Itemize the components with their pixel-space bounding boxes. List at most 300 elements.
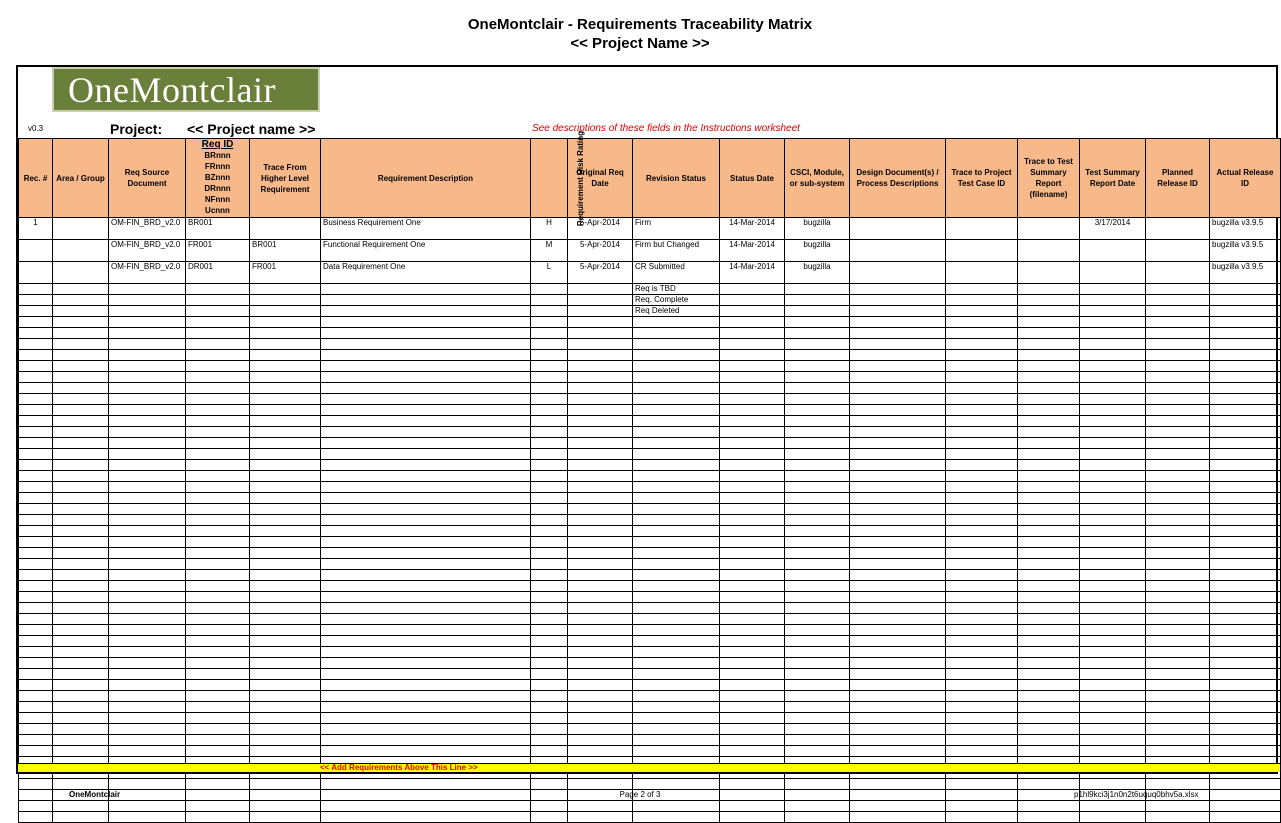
table-cell[interactable] [1210, 328, 1281, 339]
table-cell[interactable] [946, 570, 1018, 581]
table-cell[interactable] [785, 614, 850, 625]
table-cell[interactable] [250, 691, 321, 702]
table-cell[interactable] [53, 548, 109, 559]
table-cell[interactable] [109, 416, 186, 427]
table-cell[interactable] [720, 614, 785, 625]
table-cell[interactable] [109, 625, 186, 636]
table-cell[interactable] [1210, 493, 1281, 504]
table-cell[interactable] [633, 460, 720, 471]
cell-source[interactable]: OM-FIN_BRD_v2.0 [109, 218, 186, 240]
cell-status-date[interactable]: 14-Mar-2014 [720, 240, 785, 262]
table-cell[interactable] [109, 570, 186, 581]
table-cell[interactable] [186, 449, 250, 460]
table-cell[interactable] [850, 636, 946, 647]
table-cell[interactable] [186, 482, 250, 493]
table-cell[interactable] [1210, 449, 1281, 460]
cell-rec[interactable]: 1 [19, 218, 53, 240]
table-cell[interactable] [109, 339, 186, 350]
table-cell[interactable] [109, 713, 186, 724]
table-cell[interactable] [785, 746, 850, 757]
table-cell[interactable] [1210, 350, 1281, 361]
table-cell[interactable] [1146, 614, 1210, 625]
table-cell[interactable] [109, 295, 186, 306]
table-cell[interactable] [850, 724, 946, 735]
table-cell[interactable] [250, 570, 321, 581]
table-cell[interactable] [1080, 581, 1146, 592]
table-cell[interactable] [1210, 592, 1281, 603]
table-cell[interactable] [186, 548, 250, 559]
table-cell[interactable] [531, 592, 568, 603]
table-cell[interactable] [53, 471, 109, 482]
table-cell[interactable] [785, 548, 850, 559]
table-cell[interactable] [946, 427, 1018, 438]
table-cell[interactable] [850, 350, 946, 361]
table-cell[interactable] [720, 537, 785, 548]
table-cell[interactable] [1080, 449, 1146, 460]
table-cell[interactable] [19, 449, 53, 460]
table-cell[interactable] [633, 614, 720, 625]
table-cell[interactable] [946, 339, 1018, 350]
table-cell[interactable] [321, 625, 531, 636]
table-cell[interactable] [1080, 570, 1146, 581]
table-cell[interactable] [53, 427, 109, 438]
table-cell[interactable] [946, 614, 1018, 625]
table-cell[interactable] [946, 691, 1018, 702]
table-cell[interactable] [53, 592, 109, 603]
table-cell[interactable] [186, 394, 250, 405]
table-cell[interactable] [250, 438, 321, 449]
table-cell[interactable] [568, 515, 633, 526]
table-cell[interactable] [785, 515, 850, 526]
table-cell[interactable] [109, 427, 186, 438]
table-cell[interactable] [1080, 306, 1146, 317]
table-cell[interactable] [633, 724, 720, 735]
table-cell[interactable] [250, 339, 321, 350]
table-cell[interactable] [720, 482, 785, 493]
table-cell[interactable] [53, 306, 109, 317]
table-cell[interactable] [1210, 460, 1281, 471]
table-cell[interactable] [720, 570, 785, 581]
cell-orig-date[interactable]: 5-Apr-2014 [568, 262, 633, 284]
table-cell[interactable] [19, 416, 53, 427]
table-cell[interactable] [531, 702, 568, 713]
table-cell[interactable] [1146, 526, 1210, 537]
table-cell[interactable] [1018, 746, 1080, 757]
table-cell[interactable] [1018, 427, 1080, 438]
table-cell[interactable] [720, 383, 785, 394]
table-cell[interactable] [633, 537, 720, 548]
table-cell[interactable] [568, 438, 633, 449]
cell-description[interactable]: Functional Requirement One [321, 240, 531, 262]
table-cell[interactable] [321, 427, 531, 438]
table-cell[interactable] [109, 812, 186, 823]
table-cell[interactable] [568, 427, 633, 438]
table-cell[interactable] [531, 658, 568, 669]
table-cell[interactable] [1146, 636, 1210, 647]
table-cell[interactable] [321, 361, 531, 372]
table-cell[interactable] [720, 669, 785, 680]
table-cell[interactable] [53, 515, 109, 526]
table-cell[interactable] [531, 680, 568, 691]
table-cell[interactable] [568, 801, 633, 812]
table-cell[interactable] [1210, 801, 1281, 812]
table-cell[interactable] [785, 284, 850, 295]
cell-planned[interactable] [1146, 262, 1210, 284]
table-cell[interactable] [109, 449, 186, 460]
table-cell[interactable] [19, 735, 53, 746]
table-cell[interactable] [633, 592, 720, 603]
table-cell[interactable] [19, 559, 53, 570]
table-cell[interactable] [19, 493, 53, 504]
table-cell[interactable] [321, 614, 531, 625]
table-cell[interactable] [946, 306, 1018, 317]
table-cell[interactable] [53, 779, 109, 790]
table-cell[interactable] [109, 592, 186, 603]
cell-revision[interactable]: Firm [633, 218, 720, 240]
table-cell[interactable] [531, 581, 568, 592]
table-cell[interactable] [321, 372, 531, 383]
table-cell[interactable] [250, 460, 321, 471]
table-cell[interactable] [850, 647, 946, 658]
table-cell[interactable] [850, 449, 946, 460]
cell-trace-from[interactable]: FR001 [250, 262, 321, 284]
table-cell[interactable] [1146, 460, 1210, 471]
table-cell[interactable] [19, 713, 53, 724]
table-cell[interactable] [186, 570, 250, 581]
cell-report-date[interactable] [1080, 262, 1146, 284]
table-cell[interactable] [946, 801, 1018, 812]
table-cell[interactable] [321, 328, 531, 339]
table-cell[interactable] [19, 372, 53, 383]
cell-revision[interactable]: CR Submitted [633, 262, 720, 284]
table-cell[interactable] [1018, 570, 1080, 581]
table-cell[interactable] [720, 306, 785, 317]
table-cell[interactable] [109, 559, 186, 570]
table-cell[interactable] [250, 647, 321, 658]
table-cell[interactable] [720, 724, 785, 735]
table-cell[interactable] [568, 317, 633, 328]
table-cell[interactable] [321, 339, 531, 350]
table-cell[interactable] [1146, 504, 1210, 515]
table-cell[interactable] [19, 515, 53, 526]
table-cell[interactable] [785, 680, 850, 691]
table-cell[interactable] [850, 691, 946, 702]
table-cell[interactable] [19, 317, 53, 328]
table-cell[interactable] [850, 504, 946, 515]
table-cell[interactable] [720, 702, 785, 713]
table-cell[interactable] [186, 581, 250, 592]
table-cell[interactable] [109, 361, 186, 372]
table-cell[interactable] [1210, 537, 1281, 548]
table-cell[interactable] [785, 779, 850, 790]
table-cell[interactable] [109, 581, 186, 592]
table-cell[interactable] [568, 581, 633, 592]
table-cell[interactable] [321, 295, 531, 306]
table-cell[interactable] [568, 614, 633, 625]
table-cell[interactable] [321, 801, 531, 812]
table-cell[interactable] [720, 647, 785, 658]
cell-rec[interactable] [19, 262, 53, 284]
table-cell[interactable] [531, 548, 568, 559]
table-cell[interactable] [250, 702, 321, 713]
table-cell[interactable] [1210, 515, 1281, 526]
table-cell[interactable] [1018, 504, 1080, 515]
cell-area[interactable] [53, 262, 109, 284]
table-cell[interactable] [1210, 614, 1281, 625]
table-cell[interactable] [1146, 405, 1210, 416]
table-cell[interactable] [321, 779, 531, 790]
table-cell[interactable] [321, 592, 531, 603]
table-cell[interactable] [531, 416, 568, 427]
table-cell[interactable] [850, 713, 946, 724]
table-cell[interactable] [633, 394, 720, 405]
table-cell[interactable] [109, 482, 186, 493]
table-cell[interactable] [186, 702, 250, 713]
table-cell[interactable] [946, 526, 1018, 537]
table-cell[interactable] [321, 317, 531, 328]
table-cell[interactable] [53, 636, 109, 647]
table-cell[interactable] [186, 317, 250, 328]
table-cell[interactable] [568, 570, 633, 581]
table-cell[interactable] [1018, 603, 1080, 614]
table-cell[interactable] [568, 306, 633, 317]
table-cell[interactable] [186, 416, 250, 427]
table-cell[interactable] [850, 537, 946, 548]
table-cell[interactable] [250, 658, 321, 669]
table-cell[interactable] [785, 537, 850, 548]
table-cell[interactable] [531, 647, 568, 658]
table-cell[interactable] [109, 372, 186, 383]
table-cell[interactable] [633, 383, 720, 394]
table-cell[interactable] [1146, 537, 1210, 548]
table-cell[interactable] [321, 724, 531, 735]
table-cell[interactable] [1080, 603, 1146, 614]
table-cell[interactable] [1146, 493, 1210, 504]
table-cell[interactable] [720, 504, 785, 515]
table-cell[interactable] [1018, 328, 1080, 339]
table-cell[interactable] [720, 592, 785, 603]
table-cell[interactable] [785, 361, 850, 372]
table-cell[interactable] [1018, 339, 1080, 350]
table-cell[interactable] [19, 801, 53, 812]
table-cell[interactable] [531, 383, 568, 394]
cell-test-case[interactable] [946, 262, 1018, 284]
table-cell[interactable] [321, 471, 531, 482]
table-cell[interactable] [1080, 702, 1146, 713]
table-cell[interactable] [1018, 383, 1080, 394]
table-cell[interactable] [53, 350, 109, 361]
table-cell[interactable] [321, 482, 531, 493]
table-cell[interactable] [850, 317, 946, 328]
table-cell[interactable] [946, 416, 1018, 427]
table-cell[interactable] [1080, 504, 1146, 515]
table-cell[interactable] [19, 526, 53, 537]
table-cell[interactable] [1146, 383, 1210, 394]
table-cell[interactable] [720, 680, 785, 691]
table-cell[interactable] [109, 691, 186, 702]
table-cell[interactable] [531, 735, 568, 746]
table-cell[interactable] [19, 438, 53, 449]
table-cell[interactable] [720, 405, 785, 416]
table-cell[interactable] [785, 603, 850, 614]
table-cell[interactable] [1018, 581, 1080, 592]
table-cell[interactable] [946, 603, 1018, 614]
table-cell[interactable] [1210, 416, 1281, 427]
table-cell[interactable] [850, 372, 946, 383]
table-cell[interactable] [568, 460, 633, 471]
table-cell[interactable] [109, 493, 186, 504]
table-cell[interactable] [531, 460, 568, 471]
table-cell[interactable] [321, 383, 531, 394]
cell-description[interactable]: Business Requirement One [321, 218, 531, 240]
table-cell[interactable] [568, 779, 633, 790]
table-cell[interactable] [1080, 647, 1146, 658]
table-cell[interactable] [946, 647, 1018, 658]
table-cell[interactable] [1080, 812, 1146, 823]
table-cell[interactable] [785, 394, 850, 405]
table-cell[interactable] [109, 394, 186, 405]
table-cell[interactable] [250, 537, 321, 548]
table-cell[interactable] [720, 449, 785, 460]
table-cell[interactable] [1018, 614, 1080, 625]
table-cell[interactable] [109, 548, 186, 559]
table-cell[interactable] [1210, 372, 1281, 383]
table-cell[interactable] [1080, 658, 1146, 669]
table-cell[interactable] [1080, 339, 1146, 350]
table-cell[interactable] [250, 801, 321, 812]
table-cell[interactable] [19, 636, 53, 647]
table-cell[interactable] [785, 658, 850, 669]
table-cell[interactable] [1146, 658, 1210, 669]
table-cell[interactable] [720, 295, 785, 306]
table-cell[interactable] [1146, 295, 1210, 306]
table-cell[interactable] [1018, 515, 1080, 526]
table-cell[interactable] [19, 724, 53, 735]
table-cell[interactable] [1146, 779, 1210, 790]
table-cell[interactable] [946, 383, 1018, 394]
table-cell[interactable] [250, 504, 321, 515]
table-cell[interactable] [531, 350, 568, 361]
table-cell[interactable] [250, 713, 321, 724]
table-cell[interactable] [186, 735, 250, 746]
table-cell[interactable] [531, 713, 568, 724]
table-cell[interactable] [186, 383, 250, 394]
table-cell[interactable] [321, 284, 531, 295]
table-cell[interactable] [1210, 812, 1281, 823]
table-cell[interactable] [850, 295, 946, 306]
table-cell[interactable] [531, 515, 568, 526]
table-cell[interactable] [850, 735, 946, 746]
table-cell[interactable] [53, 405, 109, 416]
table-cell[interactable] [321, 449, 531, 460]
table-cell[interactable] [720, 746, 785, 757]
table-cell[interactable] [250, 328, 321, 339]
table-cell[interactable] [1018, 724, 1080, 735]
table-cell[interactable] [186, 537, 250, 548]
table-cell[interactable] [1146, 416, 1210, 427]
table-cell[interactable] [946, 559, 1018, 570]
table-cell[interactable] [1018, 460, 1080, 471]
table-cell[interactable] [633, 427, 720, 438]
table-cell[interactable] [19, 427, 53, 438]
table-cell[interactable] [1018, 647, 1080, 658]
table-cell[interactable] [946, 669, 1018, 680]
table-cell[interactable] [1080, 350, 1146, 361]
table-cell[interactable] [1080, 515, 1146, 526]
table-cell[interactable] [568, 504, 633, 515]
table-cell[interactable] [633, 702, 720, 713]
table-cell[interactable] [531, 295, 568, 306]
table-cell[interactable] [785, 724, 850, 735]
table-cell[interactable] [53, 647, 109, 658]
table-cell[interactable] [850, 383, 946, 394]
table-cell[interactable] [1018, 548, 1080, 559]
table-cell[interactable] [633, 449, 720, 460]
table-cell[interactable] [186, 372, 250, 383]
table-cell[interactable] [531, 438, 568, 449]
table-cell[interactable] [1146, 713, 1210, 724]
table-cell[interactable] [53, 614, 109, 625]
table-cell[interactable] [785, 317, 850, 328]
table-cell[interactable] [186, 350, 250, 361]
table-cell[interactable] [785, 460, 850, 471]
table-cell[interactable] [186, 504, 250, 515]
table-cell[interactable] [720, 636, 785, 647]
table-cell[interactable] [1080, 537, 1146, 548]
table-cell[interactable] [250, 724, 321, 735]
table-cell[interactable] [109, 603, 186, 614]
table-cell[interactable] [1210, 394, 1281, 405]
table-cell[interactable] [568, 493, 633, 504]
table-cell[interactable] [568, 691, 633, 702]
table-cell[interactable] [19, 471, 53, 482]
table-cell[interactable] [1146, 691, 1210, 702]
cell-description[interactable]: Data Requirement One [321, 262, 531, 284]
table-cell[interactable] [19, 812, 53, 823]
table-cell[interactable] [1018, 350, 1080, 361]
cell-actual[interactable]: bugzilla v3.9.5 [1210, 262, 1281, 284]
table-cell[interactable] [250, 746, 321, 757]
table-cell[interactable] [633, 482, 720, 493]
table-cell[interactable] [720, 339, 785, 350]
table-cell[interactable] [53, 339, 109, 350]
table-cell[interactable] [321, 416, 531, 427]
table-cell[interactable] [850, 702, 946, 713]
table-cell[interactable] [633, 636, 720, 647]
table-cell[interactable] [531, 636, 568, 647]
table-cell[interactable] [53, 493, 109, 504]
table-cell[interactable] [53, 570, 109, 581]
table-cell[interactable] [946, 405, 1018, 416]
table-cell[interactable] [19, 339, 53, 350]
table-cell[interactable] [1018, 449, 1080, 460]
table-cell[interactable] [1210, 669, 1281, 680]
cell-test-case[interactable] [946, 218, 1018, 240]
table-cell[interactable] [186, 603, 250, 614]
table-cell[interactable] [186, 680, 250, 691]
table-cell[interactable] [568, 724, 633, 735]
table-cell[interactable] [109, 801, 186, 812]
cell-risk[interactable]: H [531, 218, 568, 240]
table-cell[interactable] [1018, 493, 1080, 504]
table-cell[interactable] [850, 801, 946, 812]
table-cell[interactable] [720, 779, 785, 790]
cell-planned[interactable] [1146, 240, 1210, 262]
table-cell[interactable] [946, 295, 1018, 306]
table-cell[interactable] [1018, 317, 1080, 328]
table-cell[interactable] [53, 801, 109, 812]
table-cell[interactable] [1080, 592, 1146, 603]
